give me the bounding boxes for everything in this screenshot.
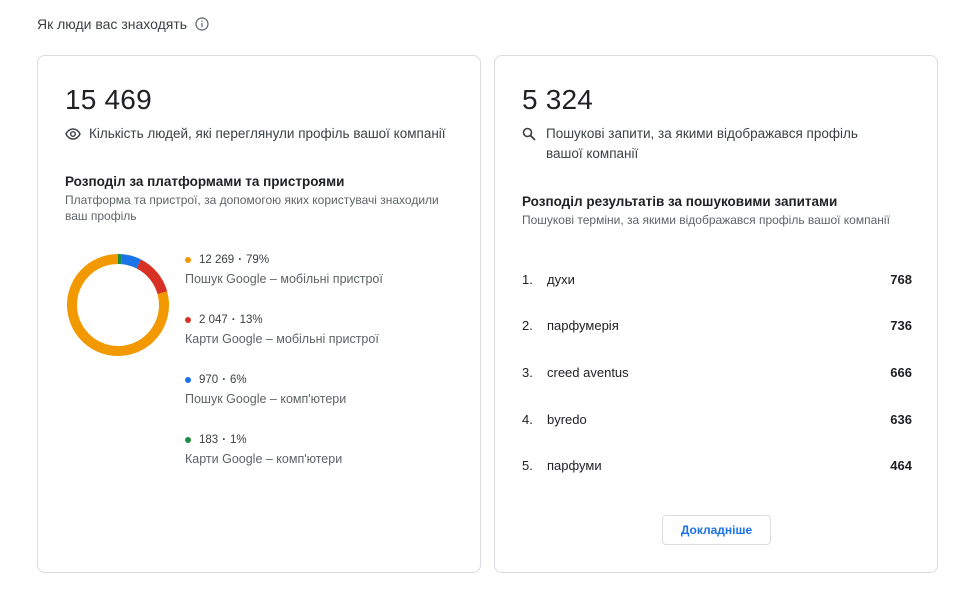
query-count: 464 <box>890 457 912 473</box>
query-term: парфуми <box>547 457 602 473</box>
query-term: духи <box>547 271 575 287</box>
query-row <box>522 315 912 335</box>
query-rank: 1. <box>522 271 533 287</box>
red-dot-icon <box>185 317 191 323</box>
info-icon[interactable] <box>195 17 209 31</box>
searches-total: 5 324 <box>522 84 594 115</box>
query-count: 736 <box>890 317 912 333</box>
more-details-button[interactable]: Докладніше <box>662 515 771 545</box>
legend-item: 183 · 1% Карти Google – комп'ютери <box>185 434 343 466</box>
blue-dot-icon <box>185 377 191 383</box>
platform-breakdown-title: Розподіл за платформами та пристроями <box>65 174 345 189</box>
query-row <box>522 362 912 382</box>
legend-item: 12 269 · 79% Пошук Google – мобільні пристрої <box>185 254 383 286</box>
query-rank: 2. <box>522 317 533 333</box>
orange-dot-icon <box>185 257 191 263</box>
views-description <box>65 124 460 144</box>
legend-percent: 6% <box>230 374 247 386</box>
query-breakdown-subtitle: Пошукові терміни, за якими відображався профіль вашої компанії <box>522 213 890 227</box>
query-count: 768 <box>890 271 912 287</box>
platform-breakdown-subtitle: Платформа та пристрої, за допомогою яких користувачі знаходили ваш профіль <box>65 193 439 223</box>
query-rank: 5. <box>522 457 533 473</box>
legend-value: 2 047 <box>199 314 228 326</box>
legend-label: Карти Google – комп'ютери <box>185 452 343 466</box>
query-term: парфумерія <box>547 317 619 333</box>
legend-item: 970 · 6% Пошук Google – комп'ютери <box>185 374 347 406</box>
query-term: creed aventus <box>547 364 629 380</box>
section-title: Як люди вас знаходять <box>37 16 188 32</box>
query-rank: 3. <box>522 364 533 380</box>
query-row <box>522 269 912 289</box>
query-row <box>522 409 912 429</box>
searches-description-text: Пошукові запити, за якими відображався профіль вашої компанії <box>546 126 858 161</box>
section-header <box>37 14 209 34</box>
query-count: 636 <box>890 411 912 427</box>
search-queries-card <box>494 55 938 573</box>
donut-slice <box>139 264 163 293</box>
views-description-text: Кількість людей, які переглянули профіль вашої компанії <box>89 126 446 141</box>
legend-percent: 1% <box>230 434 247 446</box>
query-term: byredo <box>547 411 587 427</box>
legend-label: Пошук Google – мобільні пристрої <box>185 272 383 286</box>
search-icon <box>522 124 538 144</box>
eye-icon <box>65 124 81 144</box>
legend-value: 970 <box>199 374 219 386</box>
donut-slice <box>121 259 138 264</box>
legend-value: 183 <box>199 434 219 446</box>
legend-item: 2 047 · 13% Карти Google – мобільні пристрої <box>185 314 379 346</box>
profile-views-card <box>37 55 481 573</box>
query-row <box>522 455 912 475</box>
legend-label: Пошук Google – комп'ютери <box>185 392 347 406</box>
views-total: 15 469 <box>65 84 152 115</box>
searches-description <box>522 124 892 164</box>
green-dot-icon <box>185 437 191 443</box>
query-rank: 4. <box>522 411 533 427</box>
query-breakdown-title: Розподіл результатів за пошуковими запитами <box>522 194 838 209</box>
platform-donut-chart <box>65 252 171 358</box>
legend-label: Карти Google – мобільні пристрої <box>185 332 379 346</box>
query-count: 666 <box>890 364 912 380</box>
legend-value: 12 269 <box>199 254 235 266</box>
legend-percent: 79% <box>246 254 270 266</box>
legend-percent: 13% <box>239 314 263 326</box>
